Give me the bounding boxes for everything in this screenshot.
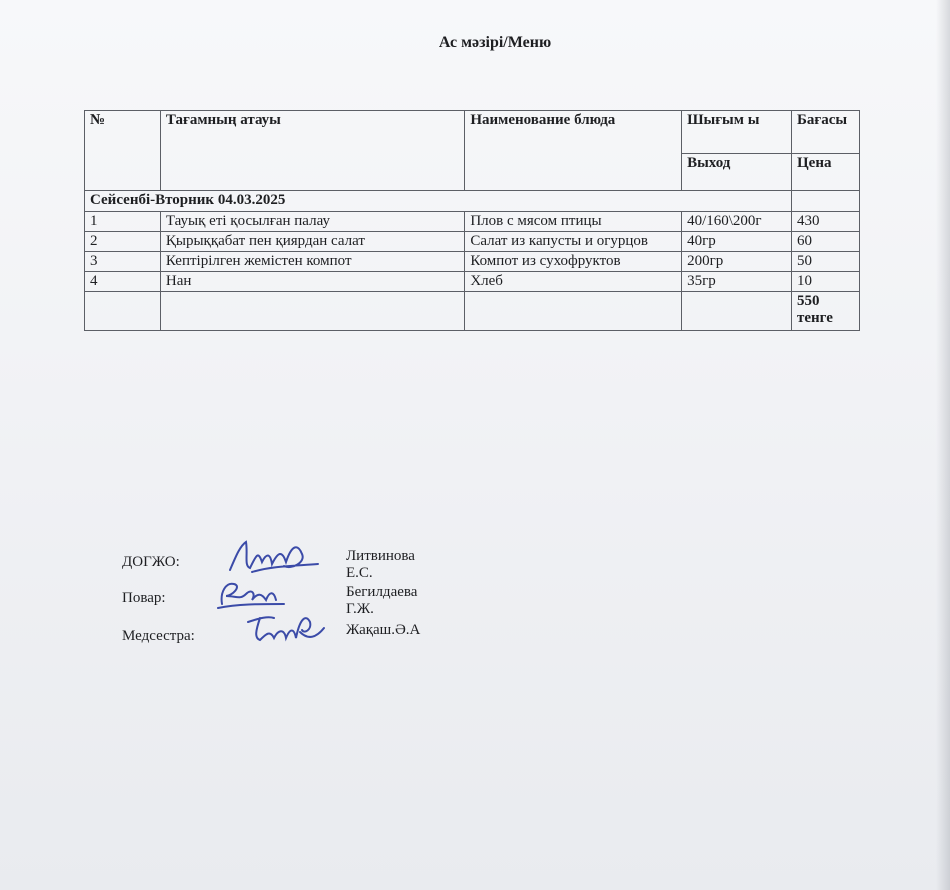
empty-cell xyxy=(682,292,792,331)
dish-name-kz: Қырыққабат пен қиярдан салат xyxy=(160,232,464,252)
table-row xyxy=(85,232,860,252)
col-header-number: № xyxy=(85,111,161,191)
col-header-yield-ru: Выход xyxy=(682,154,792,191)
signature-role: Медсестра: xyxy=(122,628,195,644)
dish-name-kz: Нан xyxy=(160,272,464,292)
dish-name-kz: Тауық еті қосылған палау xyxy=(160,212,464,232)
table-row xyxy=(85,272,860,292)
menu-table xyxy=(84,110,860,331)
col-header-name-ru: Наименование блюда xyxy=(465,111,682,191)
row-number: 4 xyxy=(85,272,161,292)
handwritten-signature xyxy=(240,608,330,652)
dish-name-kz: Кептірілген жемістен компот xyxy=(160,252,464,272)
dish-price: 60 xyxy=(792,232,860,252)
row-number: 2 xyxy=(85,232,161,252)
dish-price: 10 xyxy=(792,272,860,292)
dish-yield: 200гр xyxy=(682,252,792,272)
day-row xyxy=(85,191,860,212)
total-row xyxy=(85,292,860,331)
dish-name-ru: Салат из капусты и огурцов xyxy=(465,232,682,252)
dish-yield: 40гр xyxy=(682,232,792,252)
signature-role: Повар: xyxy=(122,590,166,606)
dish-yield: 35гр xyxy=(682,272,792,292)
dish-name-ru: Плов с мясом птицы xyxy=(465,212,682,232)
row-number: 3 xyxy=(85,252,161,272)
signatory-name: Бегилдаева Г.Ж. xyxy=(346,584,418,617)
total-price: 550 тенге xyxy=(792,292,860,331)
dish-name-ru: Компот из сухофруктов xyxy=(465,252,682,272)
col-header-price-ru: Цена xyxy=(792,154,860,191)
col-header-name-kz: Тағамның атауы xyxy=(160,111,464,191)
page-title: Ас мәзірі/Меню xyxy=(438,34,552,51)
header-row xyxy=(85,111,860,154)
table-row xyxy=(85,212,860,232)
empty-cell xyxy=(465,292,682,331)
empty-cell xyxy=(85,292,161,331)
row-number: 1 xyxy=(85,212,161,232)
dish-yield: 40/160\200г xyxy=(682,212,792,232)
table-row xyxy=(85,252,860,272)
empty-cell xyxy=(160,292,464,331)
col-header-price-kz: Бағасы xyxy=(792,111,860,154)
signatory-name: Литвинова Е.С. xyxy=(346,548,415,581)
dish-price: 430 xyxy=(792,212,860,232)
signature-role: ДОГЖО: xyxy=(122,554,180,570)
signatory-name: Жақаш.Ә.А xyxy=(346,622,421,638)
page-edge-shadow xyxy=(936,0,950,890)
dish-name-ru: Хлеб xyxy=(465,272,682,292)
dish-price: 50 xyxy=(792,252,860,272)
col-header-yield-kz: Шығым ы xyxy=(682,111,792,154)
day-row-empty-cell xyxy=(792,191,860,212)
day-label: Сейсенбі-Вторник 04.03.2025 xyxy=(85,191,792,212)
